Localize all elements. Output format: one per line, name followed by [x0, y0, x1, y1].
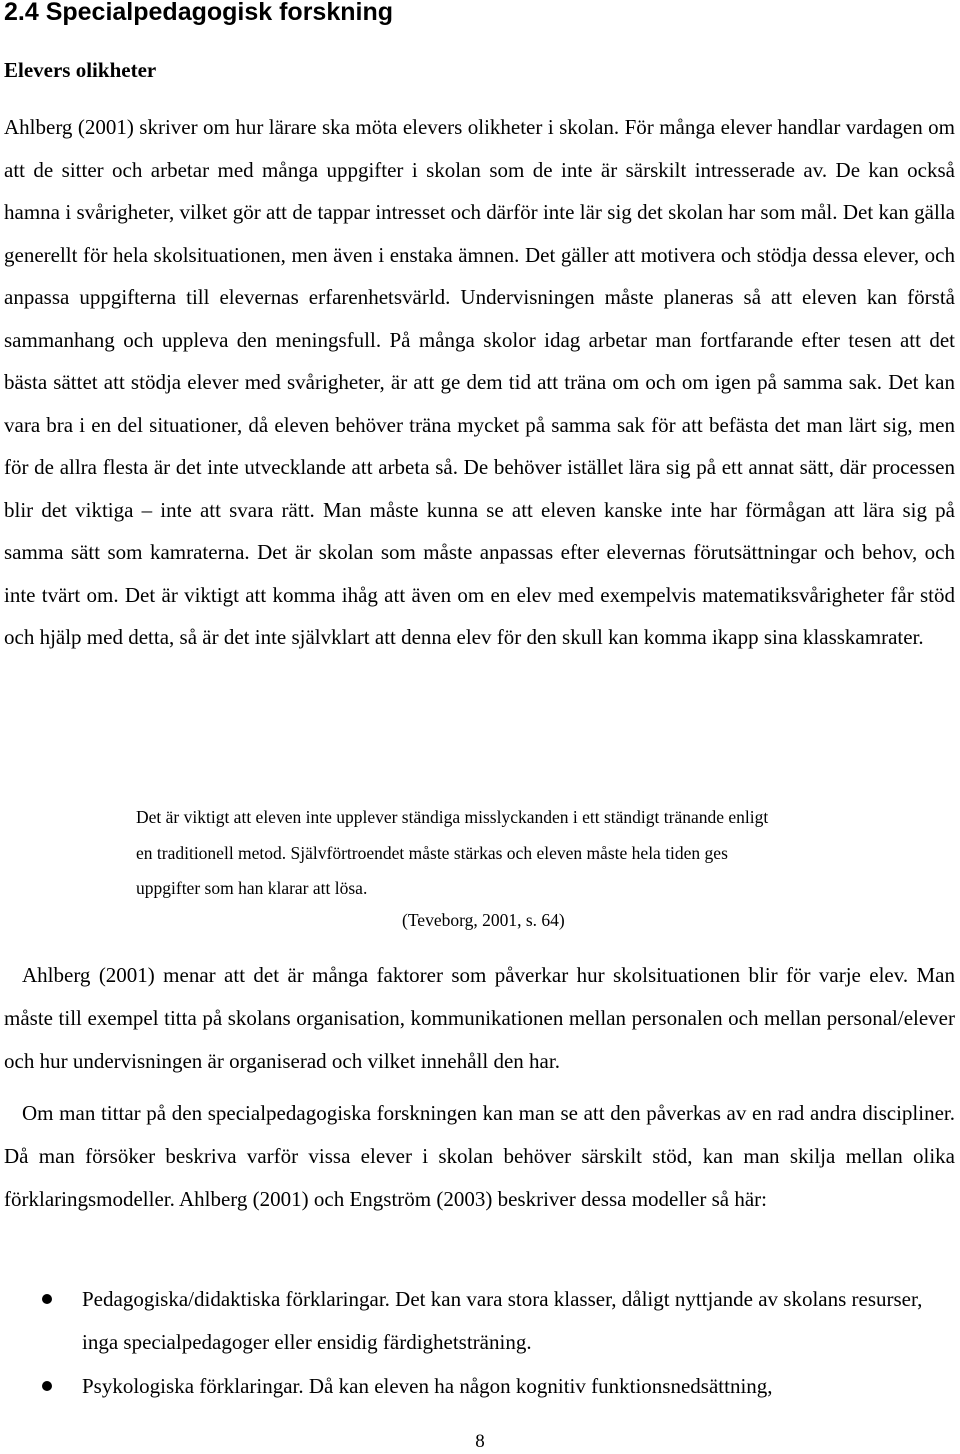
paragraph-1: Ahlberg (2001) skriver om hur lärare ska möta elevers olikheter i skolan. För många elever handlar vardagen om att de sitter och arbetar med många uppgifter i skolan som de inte är särskilt intresserade av. De kan också hamna i svårigheter, vilket gör att de tappar intresset och därför inte lär sig det skolan har som mål. Det kan gälla generellt för hela skolsituationen, men även i enstaka ämnen. Det gäller att motivera och stödja dessa elever, och anpassa uppgifterna till elevernas erfarenhetsvärld. Undervisningen måste planeras så att eleven kan förstå sammanhang och uppleva den meningsfull. På många skolor idag arbetar man fortfarande efter tesen att det bästa sättet att stödja elever med svårigheter, är att ge dem tid att träna om och om igen på samma sak. Det kan vara bra i en del situationer, då eleven behöver träna mycket på samma sak för att befästa det man lärt sig, men för de allra flesta är det inte utvecklande att arbeta så. De behöver istället lära sig på ett annat sätt, där processen blir det viktiga – inte att svara rätt. Man måste kunna se att eleven kanske inte har förmågan att lära sig på samma sätt som kamraterna. Det är skolan som måste anpassas efter elevernas förutsättningar och behov, och inte tvärt om. Det är viktigt att komma ihåg att även om en elev med exempelvis matematiksvårigheter får stöd och hjälp med detta, så är det inte självklart att denna elev för den skull kan komma ikapp sina klasskamrater.	[4, 115, 955, 649]
paragraph-3: Om man tittar på den specialpedagogiska forskningen kan man se att den påverkas av en rad andra discipliner. Då man försöker beskriva varför vissa elever i skolan behöver särskilt stöd, kan man skilja mellan olika förklaringsmodeller. Ahlberg (2001) och Engström (2003) beskriver dessa modeller så här:	[4, 1101, 955, 1211]
quote-citation: (Teveborg, 2001, s. 64)	[402, 910, 565, 930]
list-item-text: Pedagogiska/didaktiska förklaringar. Det kan vara stora klasser, dåligt nyttjande av skolans resurser, inga specialpedagoger eller ensidig färdighetsträning.	[82, 1287, 923, 1354]
explanation-model-list	[0, 1278, 960, 1408]
subheading: Elevers olikheter	[4, 58, 157, 82]
bullet-icon	[42, 1381, 52, 1391]
paragraph-2: Ahlberg (2001) menar att det är många faktorer som påverkar hur skolsituationen blir för varje elev. Man måste till exempel titta på skolans organisation, kommunikationen mellan personalen och mellan personal/elever och hur undervisningen är organiserad och vilket innehåll den har.	[4, 963, 955, 1073]
list-item-text: Psykologiska förklaringar. Då kan eleven ha någon kognitiv funktionsnedsättning,	[82, 1374, 773, 1398]
page-number: 8	[475, 1431, 485, 1452]
list-item	[0, 1365, 960, 1408]
bullet-icon	[42, 1294, 52, 1304]
block-quote: Det är viktigt att eleven inte upplever ständiga misslyckanden i ett ständigt tränande enligt en traditionell metod. Självförtroendet måste stärkas och eleven måste hela tiden ges uppgifter som han klarar att lösa.	[136, 807, 769, 898]
list-item	[0, 1278, 960, 1363]
section-heading: 2.4 Specialpedagogisk forskning	[4, 0, 394, 26]
